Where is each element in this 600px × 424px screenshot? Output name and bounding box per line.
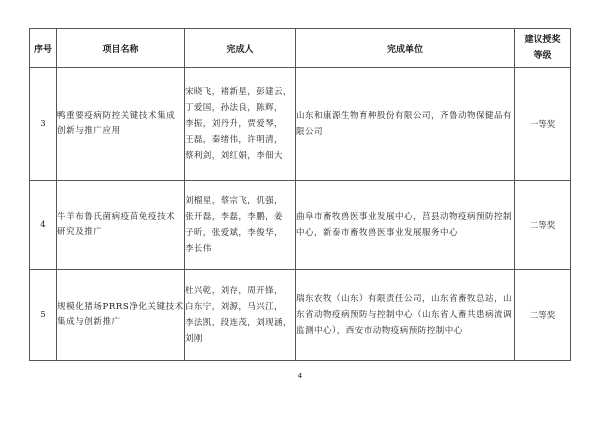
row-project-name: 鸭重要疫病防控关键技术集成创新与推广应用 [57,68,185,181]
header-award-level [515,29,571,68]
row-organization: 瑞东农牧（山东）有限责任公司，山东省畜牧总站，山东省动物疫病预防与控制中心（山东省人畜共患病流调监测中心），西安市动物疫病预防控制中心 [296,270,515,361]
row-organization: 曲阜市畜牧兽医事业发展中心，莒县动物疫病预防控制中心，新泰市畜牧兽医事业发展服务中心 [296,181,515,270]
contributor-line: 李长伟 [185,244,212,254]
row-award-level: 一等奖 [515,68,571,181]
row-project-name: 牛羊布鲁氏菌病疫苗免疫技术研究及推广 [57,181,185,270]
header-contributors: 完成人 [185,29,296,68]
contributor-line: 蔡利剑，刘红娟，李佃大 [185,151,283,161]
contributor-line: 白东宁，刘源，马兴江， [185,302,283,312]
table-header-row [30,29,571,68]
row-contributors [185,68,296,181]
table-row [30,68,571,181]
contributor-line: 李振，刘丹升，贾爱琴， [185,119,283,129]
header-project-name: 项目名称 [57,29,185,68]
contributor-line: 李法凯，段连茂，刘现涵， [185,318,292,328]
header-seq: 序号 [30,29,57,68]
row-award-level: 二等奖 [515,181,571,270]
header-award-line2: 等级 [533,51,552,61]
header-award-line1: 建议授奖 [524,35,561,45]
row-contributors [185,181,296,270]
awards-table [29,28,571,361]
row-contributors [185,270,296,361]
page-number: 4 [297,372,303,380]
row-award-level: 二等奖 [515,270,571,361]
contributor-line: 张开磊，李磊，李鹏，姜 [185,212,283,222]
contributor-line: 丁爱国，孙法良，陈辉， [185,103,283,113]
header-organization: 完成单位 [296,29,515,68]
row-organization: 山东和康源生物育种股份有限公司，齐鲁动物保健品有限公司 [296,68,515,181]
table-row [30,270,571,361]
contributor-line: 刘刚 [185,334,203,344]
contributor-line: 刘榴星，蔡宗飞，仉强， [185,196,283,206]
row-project-name: 规模化猪场PRRS净化关键技术集成与创新推广 [57,270,185,361]
contributor-line: 宋晓飞，褚新星，彭建云， [185,87,292,97]
contributor-line: 杜兴乾，刘存，周开锋， [185,286,283,296]
row-seq: 5 [30,270,57,361]
table-row [30,181,571,270]
row-seq: 4 [30,181,57,270]
row-seq: 3 [30,68,57,181]
contributor-line: 王磊，秦绪伟，许明清， [185,135,283,145]
contributor-line: 子昕，张爱斌，李俊华， [185,228,283,238]
